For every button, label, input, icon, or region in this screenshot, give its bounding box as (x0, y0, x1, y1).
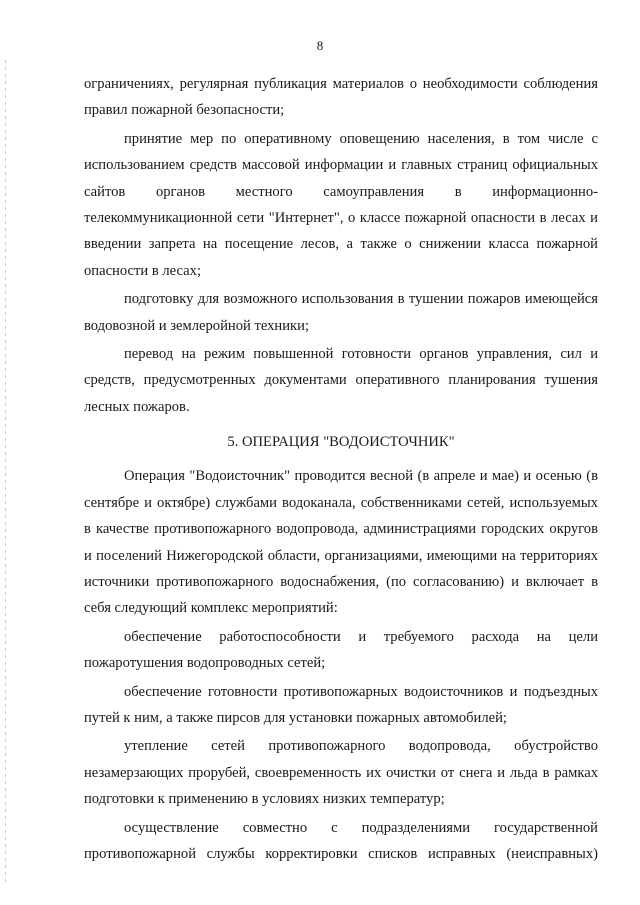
paragraph-network-operability: обеспечение работоспособности и требуемого расхода на цели пожаротушения водопроводных сетей; (84, 628, 598, 672)
paragraph-notification-measures: принятие мер по оперативному оповещению населения, в том числе с использованием средств массовой информации и главных страниц официальных сайтов органов местного самоуправления в информационно-телекоммуникационной сети "Интернет", о классе пожарной опасности в лесах и введении запрета на посещение лесов, а также о снижении класса пожарной опасности в лесах; (84, 130, 598, 279)
paragraph-winterization: утепление сетей противопожарного водопровода, обустройство незамерзающих прорубей, своевременность их очистки от снега и льда в рамках подготовки к применению в условиях низких температур; (84, 738, 598, 808)
section-heading: 5. ОПЕРАЦИЯ "ВОДОИСТОЧНИК" (227, 434, 455, 451)
document-body (84, 71, 598, 869)
paragraph-operation-intro: Операция "Водоисточник" проводится весной (в апреле и мае) и осенью (в сентябре и октябре) службами водоканала, собственниками сетей, используемых в качестве противопожарного водопровода, администрациями городских округов и поселений Нижегородской области, организациями, имеющими на территориях источники противопожарного водоснабжения, (по согласованию) и включает в себя следующий комплекс мероприятий: (84, 468, 598, 617)
paragraph-continuation: ограничениях, регулярная публикация материалов о необходимости соблюдения правил пожарной безопасности; (84, 76, 598, 119)
page-number: 8 (316, 38, 324, 53)
paragraph-list-correction: осуществление совместно с подразделениями государственной противопожарной службы корректировки списков исправных (неисправных) (84, 819, 598, 862)
paragraph-equipment-preparation: подготовку для возможного использования в тушении пожаров имеющейся водовозной и землеройной техники; (84, 291, 598, 334)
paragraph-readiness-mode: перевод на режим повышенной готовности органов управления, сил и средств, предусмотренных документами оперативного планирования тушения лесных пожаров. (84, 346, 598, 415)
scan-edge-artifact (5, 60, 6, 885)
paragraph-water-source-readiness: обеспечение готовности противопожарных водоисточников и подъездных путей к ним, а также пирсов для установки пожарных автомобилей; (84, 683, 598, 726)
